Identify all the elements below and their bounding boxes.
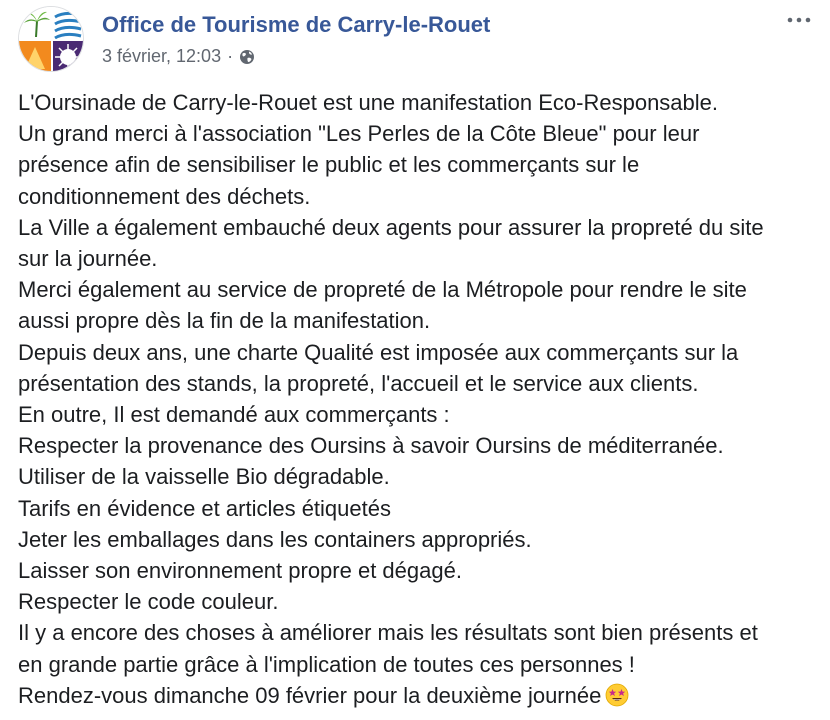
message-line: sur la journée.: [18, 246, 158, 272]
message-line: Il y a encore des choses à améliorer mais les résultats sont bien présents et: [18, 620, 758, 646]
star-struck-emoji-icon: [605, 683, 629, 707]
message-line: La Ville a également embauché deux agents pour assurer la propreté du site: [18, 214, 764, 240]
post-message: [18, 87, 818, 711]
message-line: En outre, Il est demandé aux commerçants :: [18, 402, 450, 428]
message-line: Jeter les emballages dans les containers appropriés.: [18, 526, 532, 552]
message-line-text: Rendez-vous dimanche 09 février pour la deuxième journée: [18, 682, 602, 708]
message-line: Respecter le code couleur.: [18, 589, 279, 615]
page-logo-icon: [19, 7, 84, 72]
page-avatar[interactable]: [18, 6, 84, 72]
message-line: Merci également au service de propreté de la Métropole pour rendre le site: [18, 277, 747, 303]
meta-separator: ·: [227, 46, 234, 66]
message-line: conditionnement des déchets.: [18, 183, 311, 209]
message-line: Laisser son environnement propre et dégagé.: [18, 558, 462, 584]
message-line: présentation des stands, la propreté, l'accueil et le service aux clients.: [18, 370, 699, 396]
post-meta: [102, 46, 255, 67]
message-line: Utiliser de la vaisselle Bio dégradable.: [18, 464, 390, 490]
post-timestamp[interactable]: 3 février, 12:03: [102, 46, 222, 66]
message-line-last: [18, 680, 818, 711]
message-line: Tarifs en évidence et articles étiquetés: [18, 495, 391, 521]
more-options-icon[interactable]: [785, 10, 813, 30]
message-line: Depuis deux ans, une charte Qualité est imposée aux commerçants sur la: [18, 339, 739, 365]
message-line: présence afin de sensibiliser le public et les commerçants sur le: [18, 152, 640, 178]
message-line: aussi propre dès la fin de la manifestation.: [18, 308, 431, 334]
message-line: en grande partie grâce à l'implication de toutes ces personnes !: [18, 651, 635, 677]
page-name-link[interactable]: Office de Tourisme de Carry-le-Rouet: [102, 12, 491, 37]
message-line: Un grand merci à l'association "Les Perles de la Côte Bleue" pour leur: [18, 121, 700, 147]
post-header: [18, 6, 813, 76]
message-line: L'Oursinade de Carry-le-Rouet est une manifestation Eco-Responsable.: [18, 90, 719, 115]
message-line: Respecter la provenance des Oursins à savoir Oursins de méditerranée.: [18, 433, 724, 459]
globe-icon[interactable]: [239, 49, 255, 65]
